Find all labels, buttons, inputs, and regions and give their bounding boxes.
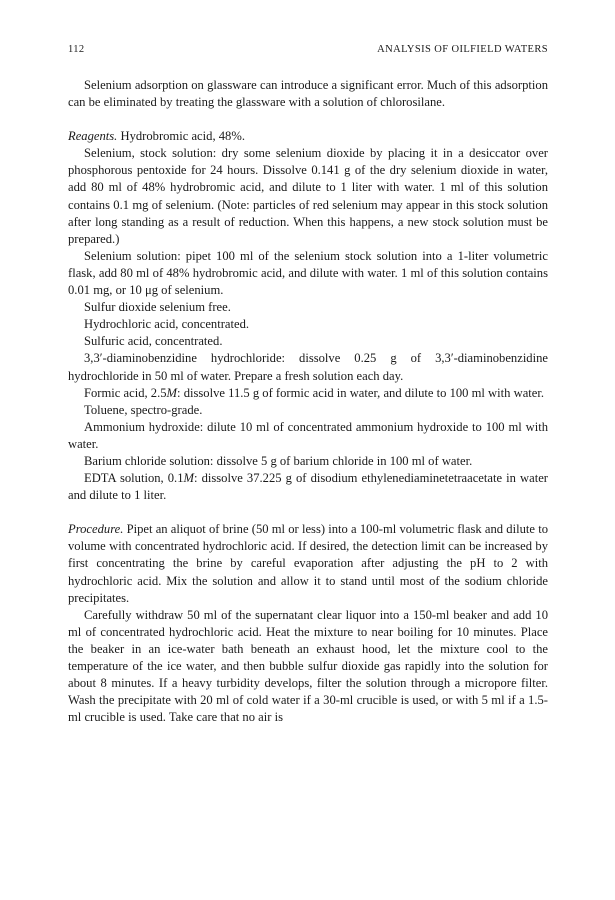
- procedure-text-1: Pipet an aliquot of brine (50 ml or less) into a 100-ml volumetric flask and dilute to volume with concentrated hydrochloric acid. If desired, the detection limit can be increased by first concentrating the brine by careful evaporation after adjusting the pH to 2 with hydrochloric acid. Mix the solution and allow it to stand until most of the sodium chloride precipitates.: [68, 522, 548, 605]
- reagent-hydrobromic: Hydrobromic acid, 48%.: [120, 129, 245, 144]
- formic-pre: Formic acid, 2.5: [84, 385, 167, 400]
- formic-post: : dissolve 11.5 g of formic acid in water, and dilute to 100 ml with water.: [177, 385, 545, 400]
- reagent-diaminobenzidine: 3,3′-diaminobenzidine hydrochloride: dissolve 0.25 g of 3,3′-diaminobenzidine hydrochloride in 50 ml of water. Prepare a fresh solution each day.: [68, 351, 548, 383]
- reagent-barium: Barium chloride solution: dissolve 5 g of barium chloride in 100 ml of water.: [84, 453, 473, 468]
- edta-post: : dissolve 37.225 g of disodium ethylenediaminetetraacetate in water and dilute to 1 liter.: [68, 471, 548, 503]
- reagent-formic: [68, 385, 548, 402]
- running-title: ANALYSIS OF OILFIELD WATERS: [377, 44, 548, 55]
- reagents-heading-paragraph: [68, 128, 548, 145]
- reagent-toluene: Toluene, spectro-grade.: [84, 402, 203, 417]
- reagent-ammonium: Ammonium hydroxide: dilute 10 ml of concentrated ammonium hydroxide to 100 ml with water.: [68, 419, 548, 451]
- procedure-paragraph-1: [68, 521, 548, 606]
- formic-unit: M: [166, 385, 178, 400]
- reagent-edta: [68, 470, 548, 504]
- page: [68, 44, 548, 726]
- edta-unit: M: [183, 471, 194, 486]
- reagents-label: Reagents.: [68, 129, 118, 144]
- intro-paragraph: Selenium adsorption on glassware can introduce a significant error. Much of this adsorption can be eliminated by treating the glassware with a solution of chlorosilane.: [68, 78, 548, 110]
- reagent-selenium-stock: Selenium, stock solution: dry some selenium dioxide by placing it in a desiccator over phosphorous pentoxide for 24 hours. Dissolve 0.141 g of the dry selenium dioxide in water, add 80 ml of 48% hydrobromic acid, and dilute to 1 liter with water. 1 ml of this solution contains 0.1 mg of selenium. (Note: particles of red selenium may appear in this stock solution after long standing as a result of reduction. When this happens, a new stock solution must be prepared.): [68, 146, 548, 246]
- procedure-label: Procedure.: [68, 522, 124, 537]
- procedure-paragraph-2: Carefully withdraw 50 ml of the supernatant clear liquor into a 150-ml beaker and add 10 ml of concentrated hydrochloric acid. Heat the mixture to near boiling for 10 minutes. Place the beaker in an ice-water bath beneath an exhaust hood, let the mixture cool to the temperature of the ice water, and then bubble sulfur dioxide gas rapidly into the solution for about 8 minutes. If a heavy turbidity develops, filter the solution through a micropore filter. Wash the precipitate with 20 ml of cold water if a 30-ml crucible is used, or with 5 ml if a 1.5-ml crucible is used. Take care that no air is: [68, 607, 548, 725]
- running-header: [68, 44, 548, 60]
- reagent-sulfuric: Sulfuric acid, concentrated.: [84, 334, 223, 349]
- reagent-sulfur-dioxide: Sulfur dioxide selenium free.: [84, 300, 231, 315]
- edta-pre: EDTA solution, 0.1: [84, 471, 184, 486]
- section-gap: [68, 504, 548, 521]
- page-number: 112: [68, 44, 85, 55]
- reagent-hydrochloric: Hydrochloric acid, concentrated.: [84, 317, 250, 332]
- reagent-selenium-working: Selenium solution: pipet 100 ml of the selenium stock solution into a 1-liter volumetric flask, add 80 ml of 48% hydrobromic acid, and dilute with water. 1 ml of this solution contains 0.01 mg, or 10 μg of selenium.: [68, 248, 548, 298]
- body-text: [68, 77, 548, 726]
- section-gap: [68, 111, 548, 128]
